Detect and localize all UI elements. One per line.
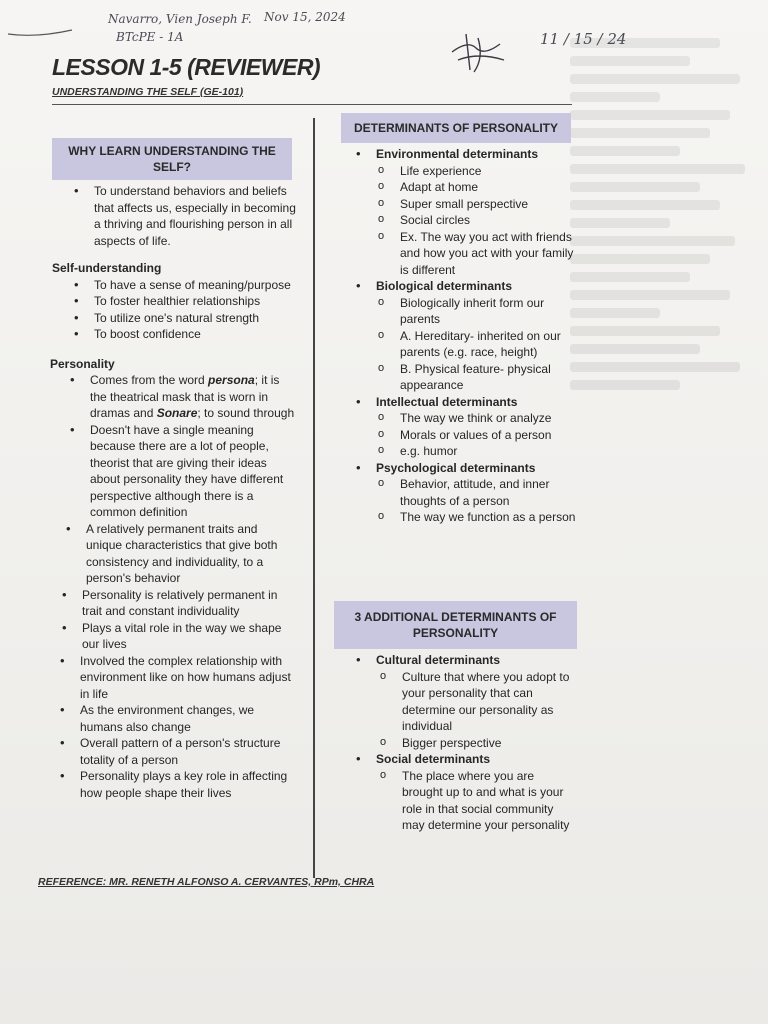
psychological-determinants — [354, 460, 578, 526]
determinant-title: • Environmental determinants — [376, 147, 539, 161]
page-title: LESSON 1-5 (REVIEWER) — [52, 54, 321, 80]
list-item: • Plays a vital role in the way we shape our lives — [60, 620, 296, 653]
signature-mark — [448, 30, 508, 78]
sonare-word: Sonare — [156, 406, 198, 420]
environmental-determinants — [354, 146, 578, 278]
self-understanding-heading: Self-understanding — [52, 261, 162, 275]
list-item: • To have a sense of meaning/purpose — [72, 277, 296, 294]
list-item: • To utilize one's natural strength — [72, 310, 296, 327]
sub-list — [376, 163, 578, 279]
list-item: • To boost confidence — [72, 326, 296, 343]
list-item: • Overall pattern of a person's structure totality of a person — [58, 735, 296, 768]
sub-item: o Bigger perspective — [378, 735, 578, 752]
left-column — [52, 183, 296, 801]
sub-item: o A. Hereditary- inherited on our parents (e.g. race, height) — [376, 328, 578, 361]
determinant-title: • Psychological determinants — [376, 460, 536, 475]
persona-text-2: ; it is the theatrical mask that is worn in dramas and — [90, 373, 280, 420]
handwritten-name: Navarro, Vien Joseph F. — [108, 12, 252, 26]
list-item: • Doesn't have a single meaning because there are a lot of people, theorist that are giving their ideas about personality they have different perspective although there is a common definition — [68, 422, 296, 521]
social-determinants — [354, 751, 578, 834]
determinants-column — [338, 146, 578, 526]
biological-determinants — [354, 278, 578, 394]
divider-line — [52, 104, 572, 105]
list-item: • Personality plays a key role in affecting how people shape their lives — [58, 768, 296, 801]
sub-item: o Ex. The way you act with friends and how you act with your family is different — [376, 229, 578, 279]
list-item: • To understand behaviors and beliefs that affects us, especially in becoming a thriving and flourishing person in all aspects of life. — [72, 183, 296, 249]
sub-item: o The way we function as a person — [376, 509, 578, 526]
sub-item: o Behavior, attitude, and inner thoughts of a person — [376, 476, 578, 509]
sub-item: o The place where you are brought up to and what is your role in that social community may determine your personality — [378, 768, 578, 834]
self-understanding-list — [72, 277, 296, 343]
sub-item: o B. Physical feature- physical appearance — [376, 361, 578, 394]
sub-list — [376, 410, 578, 460]
additional-list — [354, 652, 578, 834]
sub-item: o Life experience — [376, 163, 578, 180]
determinants-box — [341, 113, 571, 143]
additional-determinants-title: 3 ADDITIONAL DETERMINANTS OF PERSONALITY — [354, 610, 557, 640]
sub-list — [378, 768, 578, 834]
personality-list — [68, 372, 296, 801]
list-item: • As the environment changes, we humans also change — [58, 702, 296, 735]
list-item: • Personality is relatively permanent in trait and constant individuality — [60, 587, 296, 620]
persona-word: persona — [208, 373, 255, 387]
why-learn-title: WHY LEARN UNDERSTANDING THE SELF? — [68, 144, 276, 174]
determinants-title: DETERMINANTS OF PERSONALITY — [353, 121, 558, 135]
handwritten-date-2: 11 / 15 / 24 — [540, 30, 627, 48]
reference-line: REFERENCE: MR. RENETH ALFONSO A. CERVANTES, RPm, CHRA — [38, 876, 375, 888]
page-subtitle: UNDERSTANDING THE SELF (GE-101) — [52, 86, 244, 98]
handwritten-date: Nov 15, 2024 — [264, 10, 346, 24]
list-item: • A relatively permanent traits and unique characteristics that give both consistency and individuality, to a person's behavior — [64, 521, 296, 587]
cultural-determinants — [354, 652, 578, 751]
intro-list — [72, 183, 296, 249]
sub-list — [378, 669, 578, 752]
sub-item: o Culture that where you adopt to your personality that can determine our personality as individual — [378, 669, 578, 735]
why-learn-box — [52, 138, 292, 180]
persona-text-3: ; to sound through — [197, 406, 295, 420]
column-divider — [313, 118, 315, 878]
sub-item: o Morals or values of a person — [376, 427, 578, 444]
pen-stroke-mark — [6, 26, 76, 40]
list-item: • Involved the complex relationship with environment like on how humans adjust in life — [58, 653, 296, 703]
additional-determinants-box — [334, 601, 577, 649]
handwritten-class: BTcPE - 1A — [116, 30, 184, 44]
determinant-title: • Intellectual determinants — [376, 394, 518, 409]
sub-item: o e.g. humor — [376, 443, 578, 460]
determinant-title: • Social determinants — [376, 752, 491, 766]
sub-item: o Biologically inherit form our parents — [376, 295, 578, 328]
persona-text-1: Comes from the word — [90, 373, 209, 387]
sub-item: o The way we think or analyze — [376, 410, 578, 427]
list-item — [68, 372, 296, 422]
intellectual-determinants — [354, 394, 578, 460]
sub-item: o Adapt at home — [376, 179, 578, 196]
determinant-title: • Cultural determinants — [376, 653, 501, 667]
personality-heading: Personality — [50, 356, 115, 371]
sub-item: o Super small perspective — [376, 196, 578, 213]
sub-list — [376, 476, 578, 526]
determinants-list — [354, 146, 578, 526]
list-item: • To foster healthier relationships — [72, 293, 296, 310]
determinant-title: • Biological determinants — [376, 279, 513, 293]
sub-item: o Social circles — [376, 212, 578, 229]
additional-column — [334, 652, 578, 834]
sub-list — [376, 295, 578, 394]
